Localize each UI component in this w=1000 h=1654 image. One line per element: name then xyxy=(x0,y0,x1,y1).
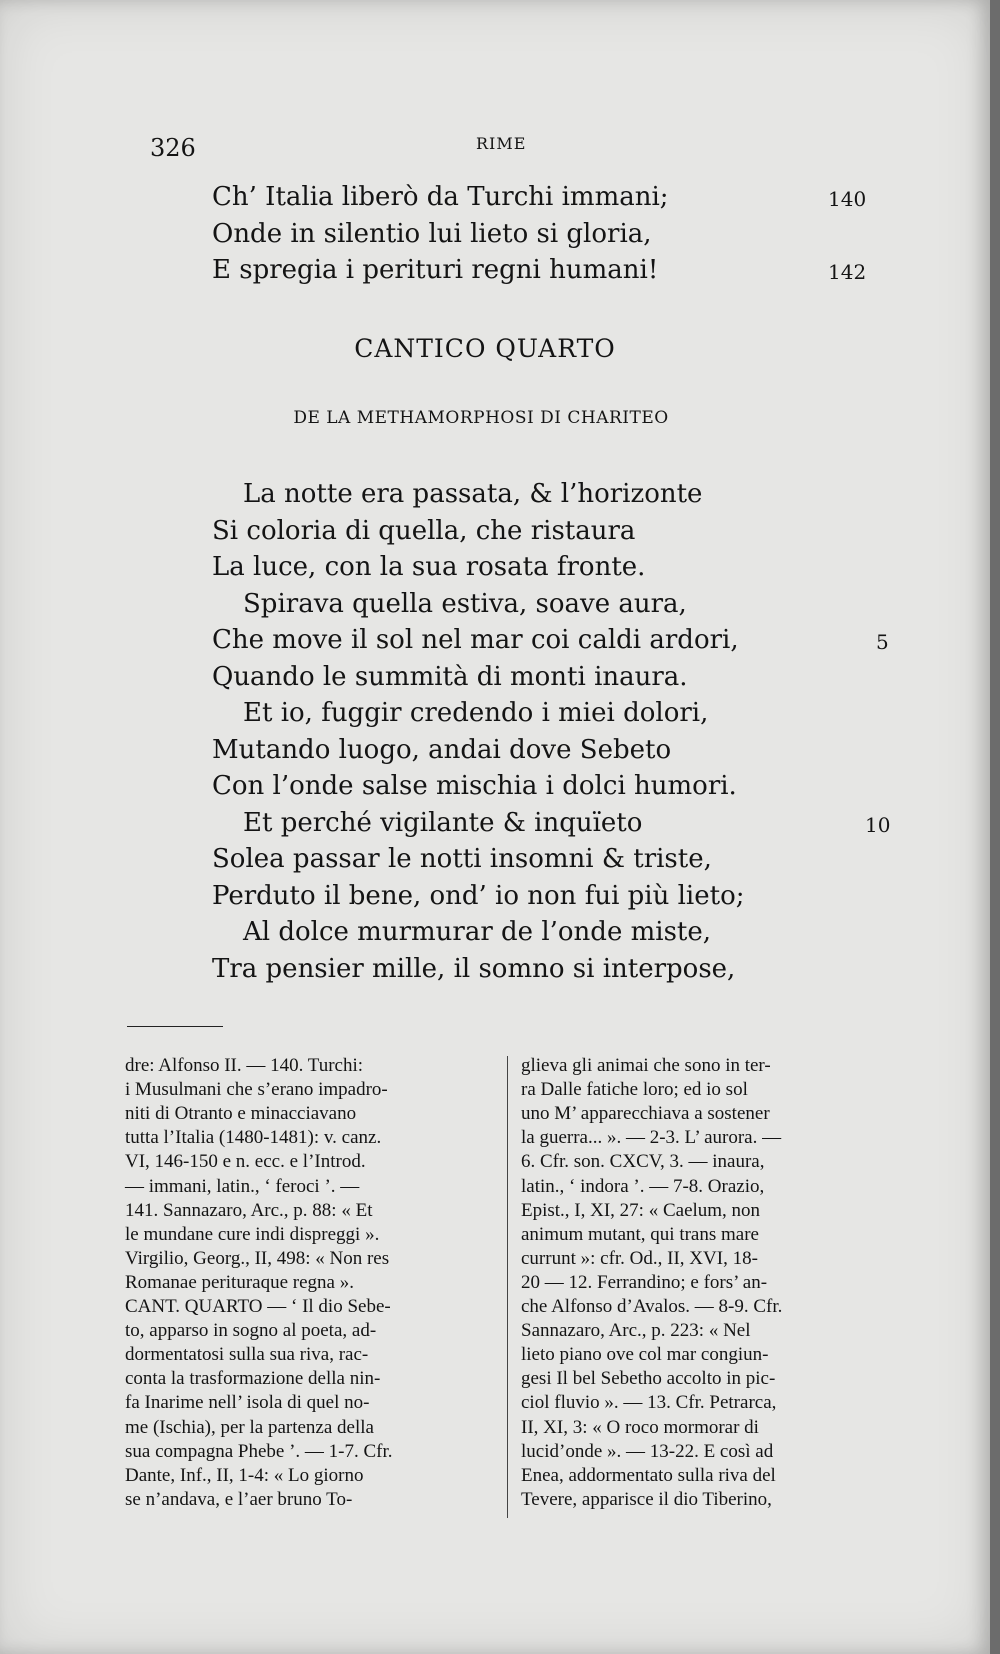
footnote-line: — immani, latin., ‘ feroci ’. — xyxy=(125,1175,360,1197)
footnote-line: che Alfonso d’Avalos. — 8-9. Cfr. xyxy=(521,1296,783,1317)
canto-title: CANTICO QUARTO xyxy=(354,334,616,363)
footnote-line: Romanae perituraque regna ». xyxy=(125,1271,354,1293)
verse-line: Al dolce murmurar de l’onde miste, xyxy=(243,917,712,947)
line-number: 142 xyxy=(828,260,867,284)
footnote-line: Sannazaro, Arc., p. 223: « Nel xyxy=(521,1320,751,1342)
verse-line: Perduto il bene, ond’ io non fui più lieto; xyxy=(212,880,745,911)
footnote-line: niti di Otranto e minacciavano xyxy=(125,1103,357,1125)
footnote-line: dormentatosi sulla sua riva, rac- xyxy=(125,1344,369,1366)
footnote-line: lieto piano ove col mar congiun- xyxy=(521,1344,769,1366)
page-number: 326 xyxy=(150,134,196,162)
verse-line: Solea passar le notti insomni & triste, xyxy=(212,844,712,874)
footnote-line: II, XI, 3: « O roco mormorar di xyxy=(521,1416,759,1438)
footnote-line: Dante, Inf., II, 1-4: « Lo giorno xyxy=(125,1464,364,1486)
line-number: 10 xyxy=(865,812,891,837)
footnote-line: VI, 146-150 e n. ecc. e l’Introd. xyxy=(125,1151,366,1173)
footnote-line: conta la trasformazione della nin- xyxy=(125,1368,381,1390)
footnote-line: lucid’onde ». — 13-22. E così ad xyxy=(521,1440,774,1462)
footnote-line: latin., ‘ indora ’. — 7-8. Orazio, xyxy=(521,1175,765,1197)
footnote-line: Enea, addormentato sulla riva del xyxy=(521,1464,776,1486)
footnote-line: CANT. QUARTO — ‘ Il dio Sebe- xyxy=(125,1296,391,1317)
footnote-line: le mundane cure indi dispreggi ». xyxy=(125,1223,380,1245)
verse-line: Tra pensier mille, il somno si interpose, xyxy=(212,953,736,984)
verse-line: Spirava quella estiva, soave aura, xyxy=(243,588,687,619)
verse-line: Con l’onde salse mischia i dolci humori. xyxy=(212,771,737,801)
footnote-line: i Musulmani che s’erano impadro- xyxy=(125,1079,388,1101)
verse-line: Mutando luogo, andai dove Sebeto xyxy=(212,734,672,765)
footnote-line: animum mutant, qui trans mare xyxy=(521,1223,759,1245)
footnote-line: fa Inarime nell’ isola di quel no- xyxy=(125,1392,370,1414)
verse-line: Et io, fuggir credendo i miei dolori, xyxy=(243,698,709,728)
verse-line: Onde in silentio lui lieto si gloria, xyxy=(212,218,652,249)
footnote-line: 20 — 12. Ferrandino; e fors’ an- xyxy=(521,1271,768,1293)
footnote-line: se n’andava, e l’aer bruno To- xyxy=(125,1488,353,1510)
footnote-line: la guerra... ». — 2-3. L’ aurora. — xyxy=(521,1127,782,1149)
verse-line: E spregia i perituri regni humani! xyxy=(212,255,659,285)
footnote-line: to, apparso in sogno al poeta, ad- xyxy=(125,1320,377,1342)
page-edge xyxy=(990,0,1000,1654)
footnote-line: dre: Alfonso II. — 140. Turchi: xyxy=(125,1055,364,1076)
verse-line: Che move il sol nel mar coi caldi ardori, xyxy=(212,625,739,655)
footnote-line: gesi Il bel Sebetho accolto in pic- xyxy=(521,1368,776,1390)
footnote-line: tutta l’Italia (1480-1481): v. canz. xyxy=(125,1127,382,1149)
footnote-rule xyxy=(127,1026,223,1027)
footnote-line: Epist., I, XI, 27: « Caelum, non xyxy=(521,1199,761,1221)
verse-line: La luce, con la sua rosata fronte. xyxy=(212,552,646,582)
verse-line: Si coloria di quella, che ristaura xyxy=(212,515,636,546)
footnote-line: sua compagna Phebe ’. — 1-7. Cfr. xyxy=(125,1440,393,1462)
footnote-line: ciol fluvio ». — 13. Cfr. Petrarca, xyxy=(521,1392,777,1414)
line-number: 5 xyxy=(876,630,889,654)
running-title: RIME xyxy=(476,134,527,153)
verse-line: La notte era passata, & l’horizonte xyxy=(243,479,703,509)
canto-subtitle: DE LA METHAMORPHOSI DI CHARITEO xyxy=(293,408,669,428)
verse-line: Ch’ Italia liberò da Turchi immani; xyxy=(212,182,669,212)
footnote-line: me (Ischia), per la partenza della xyxy=(125,1416,374,1438)
footnote-line: Virgilio, Georg., II, 498: « Non res xyxy=(125,1247,390,1269)
line-number: 140 xyxy=(828,187,867,211)
footnote-line: currunt »: cfr. Od., II, XVI, 18- xyxy=(521,1247,758,1269)
verse-line: Quando le summità di monti inaura. xyxy=(212,661,688,692)
footnote-line: ra Dalle fatiche loro; ed io sol xyxy=(521,1079,748,1101)
verse-line: Et perché vigilante & inquïeto xyxy=(243,807,643,838)
footnote-line: glieva gli animai che sono in ter- xyxy=(521,1055,771,1076)
footnote-line: Tevere, apparisce il dio Tiberino, xyxy=(521,1488,772,1510)
footnote-line: 141. Sannazaro, Arc., p. 88: « Et xyxy=(125,1199,373,1221)
footnote-line: 6. Cfr. son. CXCV, 3. — inaura, xyxy=(521,1151,765,1173)
footnote-line: uno M’ apparecchiava a sostener xyxy=(521,1103,770,1125)
footnote-column-divider xyxy=(507,1056,508,1518)
